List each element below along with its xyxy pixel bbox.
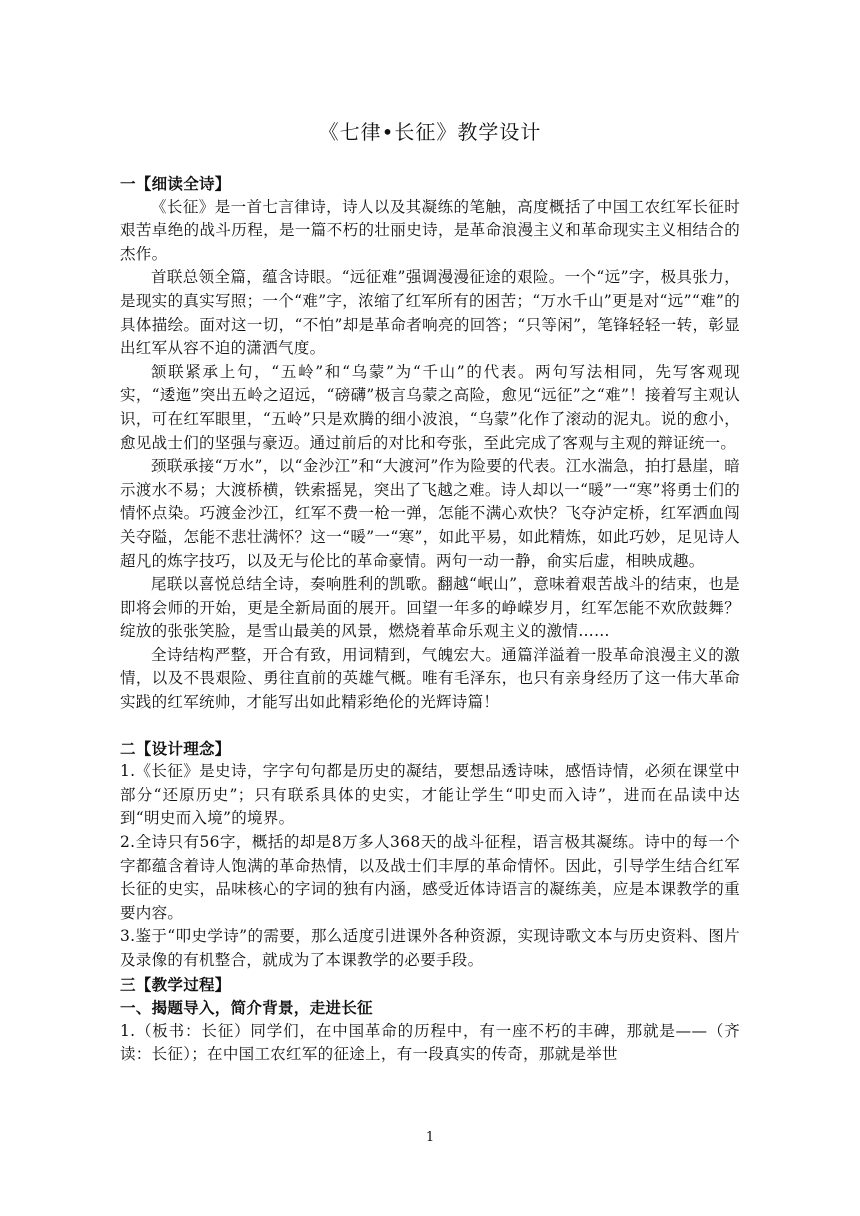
paragraph: 首联总领全篇，蕴含诗眼。“远征难”强调漫漫征途的艰险。一个“远”字，极具张力，是现实的真实写照；一个“难”字，浓缩了红军所有的困苦；“万水千山”更是对“远”“难”的具体描绘。面对这一切，“不怕”却是革命者响亮的回答；“只等闲”，笔锋轻轻一转，彰显出红军从容不迫的潇洒气度。 <box>120 268 740 358</box>
section-heading-process: 三【教学过程】 <box>120 974 231 994</box>
paragraph: 全诗结构严整，开合有致，用词精到，气魄宏大。通篇洋溢着一股革命浪漫主义的激情，以及不畏艰险、勇往直前的英雄气概。唯有毛泽东，也只有亲身经历了这一伟大革命实践的红军统帅，才能写出如此精彩绝伦的光辉诗篇！ <box>120 645 740 712</box>
list-item: 1.（板书：长征）同学们，在中国革命的历程中，有一座不朽的丰碑，那就是——（齐读：长征）；在中国工农红军的征途上，有一段真实的传奇，那就是举世 <box>120 1021 740 1064</box>
list-item: 3.鉴于“叩史学诗”的需要，那么适度引进课外各种资源，实现诗歌文本与历史资料、图片及录像的有机整合，就成为了本课教学的必要手段。 <box>120 927 740 969</box>
list-item: 2.全诗只有56字，概括的却是8万多人368天的战斗征程，语言极其凝练。诗中的每一个字都蕴含着诗人饱满的革命热情，以及战士们丰厚的革命情怀。因此，引导学生结合红军长征的史实，品味核心的字词的独有内涵，感受近体诗语言的凝练美，应是本课教学的重要内容。 <box>120 833 740 922</box>
paragraph: 颔联紧承上句，“五岭”和“乌蒙”为“千山”的代表。两句写法相同，先写客观现实，“逶迤”突出五岭之迢远，“磅礴”极言乌蒙之高险，愈见“远征”之“难”！接着写主观认识，可在红军眼里，“五岭”只是欢腾的细小波浪，“乌蒙”化作了滚动的泥丸。说的愈小，愈见战士们的坚强与豪迈。通过前后的对比和夸张，至此完成了客观与主观的辩证统一。 <box>120 362 740 452</box>
document-body <box>120 172 740 1067</box>
paragraph: 颈联承接“万水”，以“金沙江”和“大渡河”作为险要的代表。江水湍急，拍打悬崖，暗示渡水不易；大渡桥横，铁索摇晃，突出了飞越之难。诗人却以一“暖”一“寒”将勇士们的情怀点染。巧渡金沙江，红军不费一枪一弹，怎能不满心欢快？飞夺泸定桥，红军洒血闯关夺隘，怎能不悲壮满怀？这一“暖”一“寒”，如此平易，如此精炼，如此巧妙，足见诗人超凡的炼字技巧，以及无与伦比的革命豪情。两句一动一静，俞实后虚，相映成趣。 <box>120 457 740 570</box>
paragraph: 《长征》是一首七言律诗，诗人以及其凝练的笔触，高度概括了中国工农红军长征时艰苦卓绝的战斗历程，是一篇不朽的壮丽史诗，是革命浪漫主义和革命现实主义相结合的杰作。 <box>120 197 740 263</box>
subsection-heading: 一、揭题导入，简介背景，走进长征 <box>120 998 373 1018</box>
list-item: 1.《长征》是史诗，字字句句都是历史的凝结，要想品透诗味，感悟诗情，必须在课堂中部分“还原历史”；只有联系具体的史实，才能让学生“叩史而入诗”，进而在品读中达到“明史而入境”的境界。 <box>120 762 740 828</box>
spacer <box>120 715 740 737</box>
section-heading-reading: 一【细读全诗】 <box>120 174 231 193</box>
document-title: 《七律•长征》教学设计 <box>318 120 542 144</box>
section-heading-design: 二【设计理念】 <box>120 738 231 758</box>
page-number: 1 <box>425 1130 435 1145</box>
paragraph: 尾联以喜悦总结全诗，奏响胜利的凯歌。翻越“岷山”，意味着艰苦战斗的结束，也是即将会师的开始，更是全新局面的展开。回望一年多的峥嵘岁月，红军怎能不欢欣鼓舞？绽放的张张笑脸，是雪山最美的风景，燃烧着革命乐观主义的激情…… <box>120 575 740 641</box>
